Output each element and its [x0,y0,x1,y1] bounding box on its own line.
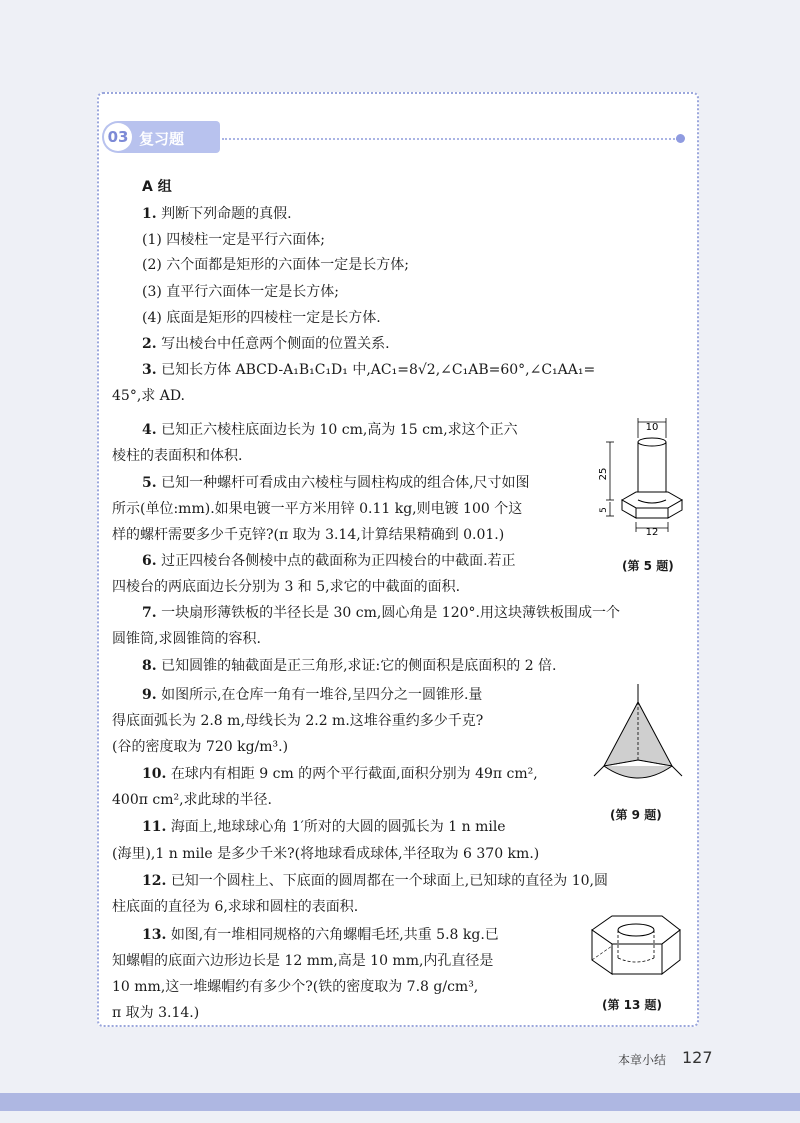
exercise-line [142,686,482,704]
exercise-text: 样的螺杆需要多少千克锌?(π 取为 3.14,计算结果精确到 0.01.) [112,527,505,543]
exercise-number: 3. [142,362,157,378]
exercise-text: 圆锥筒,求圆锥筒的容积. [112,631,261,647]
exercise-line [112,387,185,405]
exercise-number: 11. [142,819,167,835]
figure-5-caption: (第 5 题) [622,559,674,573]
exercise-text: 海面上,地球球心角 1′所对的大圆的圆弧长为 1 n mile [170,819,506,835]
exercise-line [142,283,339,301]
header-divider-dot [676,134,685,143]
exercise-line [142,309,381,327]
exercise-text: 写出棱台中任意两个侧面的位置关系. [161,336,390,352]
dim-base-height-label: 5 [599,507,609,513]
exercise-line [112,791,272,809]
exercise-text: (谷的密度取为 720 kg/m³.) [112,739,289,755]
exercise-number: 1. [142,206,157,222]
exercise-text: 已知一种螺杆可看成由六棱柱与圆柱构成的组合体,尺寸如图 [161,475,530,491]
exercise-text: (2) 六个面都是矩形的六面体一定是长方体; [142,257,409,273]
exercise-line [112,845,539,863]
exercise-line [112,500,522,518]
exercise-text: 过正四棱台各侧棱中点的截面称为正四棱台的中截面.若正 [161,553,516,569]
exercise-number: 4. [142,422,157,438]
exercise-line [142,765,538,783]
figure-13-caption: (第 13 题) [602,998,663,1012]
exercise-text: 已知正六棱柱底面边长为 10 cm,高为 15 cm,求这个正六 [161,422,518,438]
exercise-text: (1) 四棱柱一定是平行六面体; [142,232,325,248]
exercise-number: 13. [142,927,167,943]
exercise-number: 2. [142,336,157,352]
bottom-band [0,1093,800,1111]
exercise-text: 已知长方体 ABCD-A₁B₁C₁D₁ 中,AC₁=8√2,∠C₁AB=60°,∠C₁AA₁= [161,362,596,378]
page-number: 127 [682,1048,713,1067]
section-number: 03 [104,123,132,151]
exercise-number: 7. [142,605,157,621]
exercise-text: 知螺帽的底面六边形边长是 12 mm,高是 10 mm,内孔直径是 [112,953,494,969]
exercise-line [142,205,292,223]
header-divider [222,138,678,140]
exercise-text: 如图,有一堆相同规格的六角螺帽毛坯,共重 5.8 kg.已 [170,927,499,943]
exercise-line [142,231,325,249]
dim-base-width-label: 12 [645,527,659,538]
exercise-line [142,926,499,944]
exercise-line [112,898,358,916]
exercise-text: 10 mm,这一堆螺帽约有多少个?(铁的密度取为 7.8 g/cm³, [112,979,479,995]
exercise-text: 柱底面的直径为 6,求球和圆柱的表面积. [112,899,359,915]
exercise-text: 得底面弧长为 2.8 m,母线长为 2.2 m.这堆谷重约多少千克? [112,713,484,729]
exercise-text: 一块扇形薄铁板的半径长是 30 cm,圆心角是 120°.用这块薄铁板围成一个 [161,605,620,621]
exercise-line [112,978,478,996]
exercise-number: 5. [142,475,157,491]
group-heading: A 组 [142,179,172,195]
exercise-line [112,738,288,756]
exercise-text: 所示(单位:mm).如果电镀一平方米用锌 0.11 kg,则电镀 100 个这 [112,501,523,517]
exercise-line [112,952,493,970]
exercise-text: 在球内有相距 9 cm 的两个平行截面,面积分别为 49π cm², [170,766,538,782]
exercise-text: 已知一个圆柱上、下底面的圆周都在一个球面上,已知球的直径为 10,圆 [170,873,608,889]
footer-section-name: 本章小结 [618,1053,667,1067]
exercise-text: (3) 直平行六面体一定是长方体; [142,284,339,300]
exercise-line [142,552,516,570]
exercise-number: 9. [142,687,157,703]
section-title: 复习题 [139,130,185,148]
exercise-text: π 取为 3.14.) [112,1005,200,1021]
exercise-text: 判断下列命题的真假. [161,206,292,222]
exercise-text: 400π cm²,求此球的半径. [112,792,273,808]
exercise-text: 45°,求 AD. [112,388,186,404]
exercise-text: 已知圆锥的轴截面是正三角形,求证:它的侧面积是底面积的 2 倍. [161,658,557,674]
exercise-number: 6. [142,553,157,569]
exercise-text: 棱柱的表面积和体积. [112,448,243,464]
exercise-line [142,335,390,353]
exercise-line [112,1004,199,1022]
exercise-number: 12. [142,873,167,889]
exercise-line [142,474,530,492]
exercise-line [142,421,518,439]
exercise-text: 四棱台的两底面边长分别为 3 和 5,求它的中截面的面积. [112,579,461,595]
exercise-line [112,526,504,544]
exercise-text: (海里),1 n mile 是多少千米?(将地球看成球体,半径取为 6 370 km.) [112,846,540,862]
figure-5-screw [600,416,692,536]
exercise-text: 如图所示,在仓库一角有一堆谷,呈四分之一圆锥形.量 [161,687,483,703]
exercise-line [112,712,483,730]
exercise-line [142,256,409,274]
exercise-text: (4) 底面是矩形的四棱柱一定是长方体. [142,310,381,326]
exercise-line [142,604,620,622]
exercise-line [142,361,595,379]
exercise-line [112,578,460,596]
exercise-line [142,818,506,836]
figure-9-caption: (第 9 题) [610,808,662,822]
exercise-line [112,447,242,465]
figure-13-hex-nut [584,906,686,986]
exercise-number: 8. [142,658,157,674]
exercise-number: 10. [142,766,167,782]
dim-top-label: 10 [645,422,659,433]
exercise-line [142,872,608,890]
dim-height-label: 25 [598,467,609,481]
exercise-line [142,657,557,675]
exercise-line [112,630,261,648]
figure-9-quarter-cone [594,682,690,794]
